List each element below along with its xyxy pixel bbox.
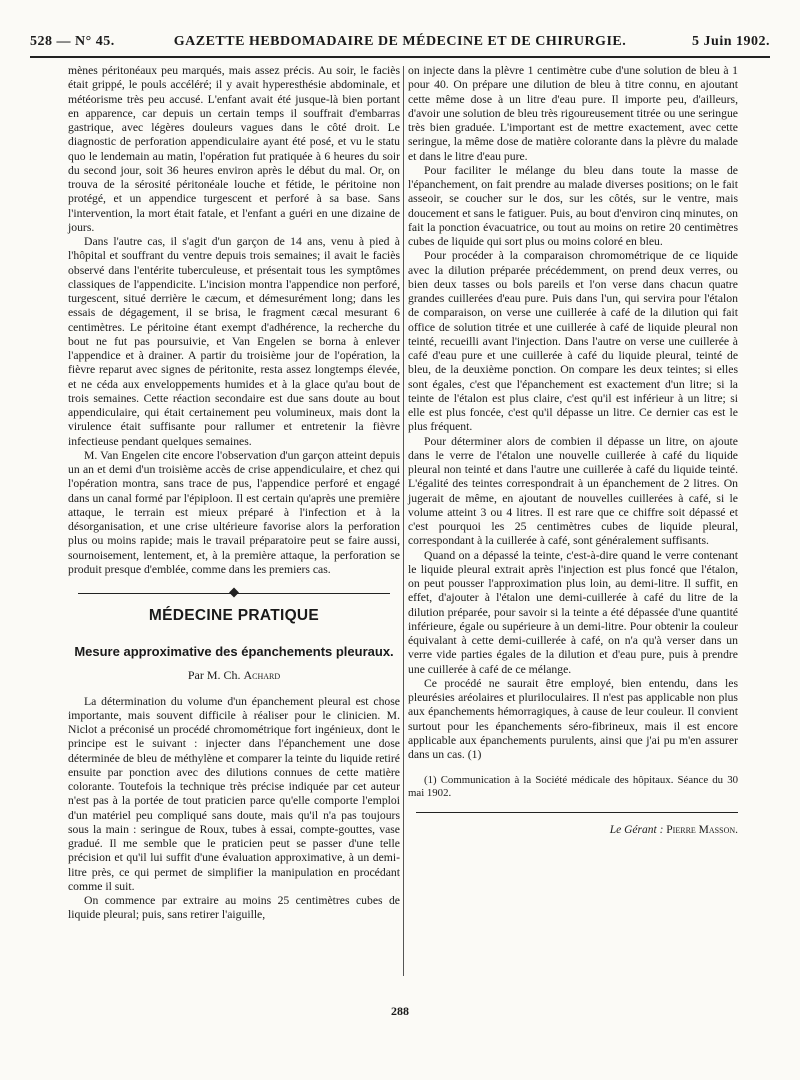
paragraph: La détermination du volume d'un épanchement pleural est chose importante, mais souvent difficile à réaliser pour le clinicien. M. Niclot a préconisé un procédé chromométrique fort ingénieux, dont le principe est le suivant : injecter dans l'épanchement une dose déterminée de bleu de méthylène et comparer la teinte du liquide retiré ensuite par ponction avec des dilutions connues de cette matière colorante. Toutefois la technique très précise indiquée par cet auteur n'est pas à la portée de tout praticien parce qu'elle comporte l'emploi d'un matériel peu compliqué sans doute, mais qu'il n'a pas toujours sous la main : seringue de Roux, tubes à essai, compte-gouttes, vase gradué. Il me semble que le praticien peut se passer d'une telle précision et qu'il lui suffit d'une évaluation approximative, à un demi-litre près, ce qui permet de simplifier la manipulation en procédant comme il suit. <box>68 694 400 893</box>
paragraph: on injecte dans la plèvre 1 centimètre cube d'une solution de bleu à 1 pour 40. On prépare une dilution de bleu à titre connu, en ajoutant cette même dose à un litre d'eau pure. Il importe peu, d'ailleurs, d'avoir une solution de bleu très rigoureusement titrée ou une seringue très bien graduée. L'important est de mettre exactement, avec cette seringue, la même dose de matière colorante dans la plèvre du malade et dans le litre d'eau pure. <box>408 64 738 163</box>
paragraph: Pour déterminer alors de combien il dépasse un litre, on ajoute dans le verre de l'étalon une nouvelle cuillerée à café du liquide pleural non teinté et dans l'autre une cuillerée à café du liquide teinté. L'égalité des teintes correspondrait à un épanchement de 2 litres. On jugerait de même, en ajoutant de nouvelles cuillerées à café, si le volume atteint 3 ou 4 litres. Il est rare que ce chiffre soit dépassé et c'est pourquoi les 25 centimètres cubes de liquide pleural, correspondant à la cuillerée à café, sont généralement suffisants. <box>408 434 738 548</box>
paragraph: Pour faciliter le mélange du bleu dans toute la masse de l'épanchement, on fait prendre au malade diverses positions; on le fait asseoir, se coucher sur le dos, sur les côtés, sur le ventre, mais doucement et sans le fatiguer. Puis, au bout d'environ cinq minutes, on fait la ponction évacuatrice, ou tout au moins on retire 20 centimètres cubes de liquide qui sort plus ou moins coloré en bleu. <box>408 163 738 248</box>
header-rule <box>30 56 770 58</box>
column-divider <box>403 66 404 976</box>
journal-title: GAZETTE HEBDOMADAIRE DE MÉDECINE ET DE CHIRURGIE. <box>173 34 627 49</box>
gerant-line <box>408 823 738 837</box>
footnote: (1) Communication à la Société médicale des hôpitaux. Séance du 30 mai 1902. <box>408 774 738 800</box>
page-number: 288 <box>391 1004 409 1018</box>
gerant-label: Le Gérant : <box>609 824 664 837</box>
paragraph: M. Van Engelen cite encore l'observation d'un garçon atteint depuis un an et demi d'un troisième accès de crise appendiculaire, et chez qui l'opération montra, sans trace de pus, l'appendice perforé et engagé dans un canal formé par l'épiploon. Il est certain qu'après une première attaque, le terrain est mieux préparé à l'infection et à la désorganisation, et une crise ultérieure favorise alors la perforation plus ou moins rapide; mais le travail préparatoire peut se faire aussi, sournoisement, lentement, et, à la première attaque, la perforation se produit presque d'emblée, comme dans les premiers cas. <box>68 448 400 576</box>
section-title: MÉDECINE PRATIQUE <box>148 607 320 624</box>
paragraph: Quand on a dépassé la teinte, c'est-à-dire quand le verre contenant le liquide pleural extrait après l'injection est plus foncé que l'étalon, on peut pousser l'approximation plus loin, au demi-litre. Il suffit, en effet, d'ajouter à l'étalon une demi-cuillerée à café du litre de la dilution préparée, pour savoir si la teinte a été dépassée d'une quantité inférieure, égale ou supérieure à un demi-litre. Pour obtenir la couleur équivalant à cette demi-cuillerée à café, on n'a qu'à verser dans un verre vide parties égales de la dilution et d'eau pure, puis à prendre une cuillerée à café de ce mélange. <box>408 548 738 676</box>
section-ornament <box>78 589 390 597</box>
page-reference: 528 — N° 45. <box>30 34 115 49</box>
byline-author: Achard <box>243 668 281 683</box>
gerant-rule <box>416 812 738 813</box>
article-title: Mesure approximative des épanchements pleuraux. <box>74 644 394 660</box>
paragraph: mènes péritonéaux peu marqués, mais assez précis. Au soir, le faciès était grippé, le pouls accéléré; il y avait hyperesthésie abdominale, et météorisme très peu accusé. L'enfant avait été jusque-là bien portant en apparence, car depuis un certain temps il souffrait d'embarras gastrique, avec légères douleurs vagues dans le côté droit. Le diagnostic de perforation appendiculaire ayant été posé, et vu le statu quo le lendemain au matin, l'opération fut pratiquée à 6 heures du soir du second jour, soit 36 heures environ après le début du mal. Or, on trouva de la sérosité péritonéale louche et fétide, le péritoine non protégé, et un appendice turgescent et perforé à sa base. Sans l'intervention, la mort était fatale, et l'enfant a guéri en une dizaine de jours. <box>68 64 400 234</box>
gerant-name: Pierre Masson. <box>666 824 738 837</box>
byline <box>68 668 400 682</box>
paragraph: Dans l'autre cas, il s'agit d'un garçon de 14 ans, venu à pied à l'hôpital et souffrant du ventre depuis trois semaines; il avait le faciès observé dans l'entérite tuberculeuse, et présentait tous les symptômes classiques de l'appendicite. L'incision montra l'appendice non perforé, turgescent, situé derrière le cæcum, et démesurément long; dans les essais de dégagement, il se brisa, le fragment cæcal mesurant 6 centimètres. Le péritoine étant exempt d'adhérence, la recherche du bout ne fut pas poursuivie, et Van Engelen se borna à enlever l'appendice et à drainer. A partir du troisième jour de l'opération, la fièvre reparut avec signes de péritonite, resta assez longtemps élevée, et ne céda aux enveloppements humides et à la glace qu'au bout de trois semaines. Cette réaction secondaire est due sans doute au bout appendiculaire, qui était certainement peu volumineux, mais dont la virulence était suffisante pour rallumer et entretenir la fièvre infectieuse pendant quelques semaines. <box>68 235 400 448</box>
issue-date: 5 Juin 1902. <box>692 34 770 49</box>
page-header <box>30 30 770 56</box>
paragraph: On commence par extraire au moins 25 centimètres cubes de liquide pleural; puis, sans retirer l'aiguille, <box>68 894 400 922</box>
paragraph: Pour procéder à la comparaison chromométrique de ce liquide avec la dilution préparée précédemment, on prend deux verres, ou bien deux tasses ou bols pareils et l'on verse dans chacun quatre grandes cuillerées d'eau pure. Puis dans l'un, qui servira pour l'étalon de comparaison, on verse une cuillerée à café de la dilution qui fait office de solution titrée et une cuillerée à café de liquide pleural non teinté, recueilli avant l'injection. Dans l'autre on verse une cuillerée à café d'eau pure et une cuillerée à café du liquide pleural, teinté de bleu, de la deuxième ponction. On compare les deux teintes; si elles sont égales, c'est que l'épanchement est exactement d'un litre; si la teinte de l'étalon est plus claire, c'est qu'il est inférieur à un litre; si elle est plus foncée, c'est qu'il dépasse un litre. Ce dernier cas est le plus fréquent. <box>408 249 738 434</box>
paragraph: Ce procédé ne saurait être employé, bien entendu, dans les pleurésies aréolaires et pluriloculaires. Il n'est pas applicable non plus aux épanchements hémorragiques, à cause de leur couleur. Il convient surtout pour les épanchements séro-fibrineux, mais il est encore applicable aux épanchements purulents, ainsi que j'ai pu m'en assurer dans un cas. (1) <box>408 676 738 761</box>
byline-prefix: Par M. Ch. <box>187 668 241 683</box>
right-column <box>408 64 738 838</box>
left-column <box>68 64 400 923</box>
